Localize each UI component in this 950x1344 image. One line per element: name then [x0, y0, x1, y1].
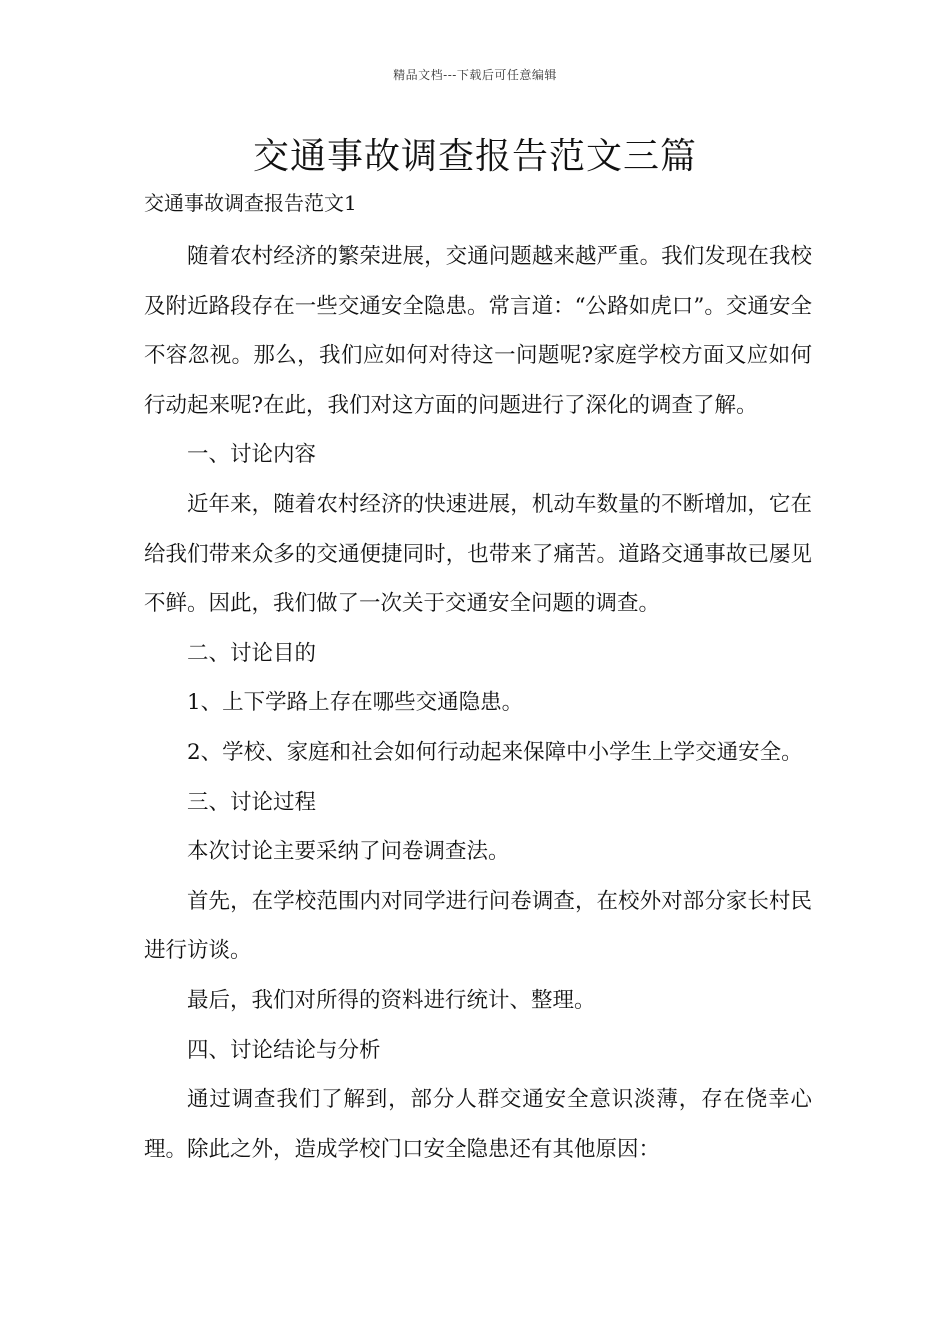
list-item-purpose-1: 1、上下学路上存在哪些交通隐患。 — [187, 690, 524, 716]
paragraph-intro: 随着农村经济的繁荣进展，交通问题越来越严重。我们发现在我校及附近路段存在一些交通安全隐患。常言道：“公路如虎口”。交通安全不容忽视。那么，我们应如何对待这一问题呢?家庭学校方面又应如何行动起来呢?在此，我们对这方面的问题进行了深化的调查了解。 — [144, 244, 812, 418]
document-title: 交通事故调查报告范文三篇 — [252, 136, 697, 177]
section-heading-purpose: 二、讨论目的 — [187, 640, 317, 666]
body-text — [144, 232, 812, 1174]
paragraph-conclusion: 通过调查我们了解到，部分人群交通安全意识淡薄，存在侥幸心理。除此之外，造成学校门口安全隐患还有其他原因： — [144, 1087, 812, 1162]
paragraph-last-step: 最后，我们对所得的资料进行统计、整理。 — [187, 987, 596, 1013]
header-note: 精品文档---下载后可任意编辑 — [393, 68, 557, 82]
section-subheading: 交通事故调查报告范文1 — [144, 191, 357, 215]
paragraph-method: 本次讨论主要采纳了问卷调查法。 — [187, 839, 510, 865]
list-item-purpose-2: 2、学校、家庭和社会如何行动起来保障中小学生上学交通安全。 — [187, 739, 803, 765]
paragraph-content: 近年来，随着农村经济的快速进展，机动车数量的不断增加，它在给我们带来众多的交通便捷同时，也带来了痛苦。道路交通事故已屡见不鲜。因此，我们做了一次关于交通安全问题的调查。 — [144, 491, 812, 617]
section-heading-conclusion: 四、讨论结论与分析 — [187, 1037, 381, 1063]
paragraph-first-step: 首先，在学校范围内对同学进行问卷调查，在校外对部分家长村民进行访谈。 — [144, 888, 812, 964]
section-heading-content: 一、讨论内容 — [187, 442, 317, 468]
section-heading-process: 三、讨论过程 — [187, 789, 317, 815]
